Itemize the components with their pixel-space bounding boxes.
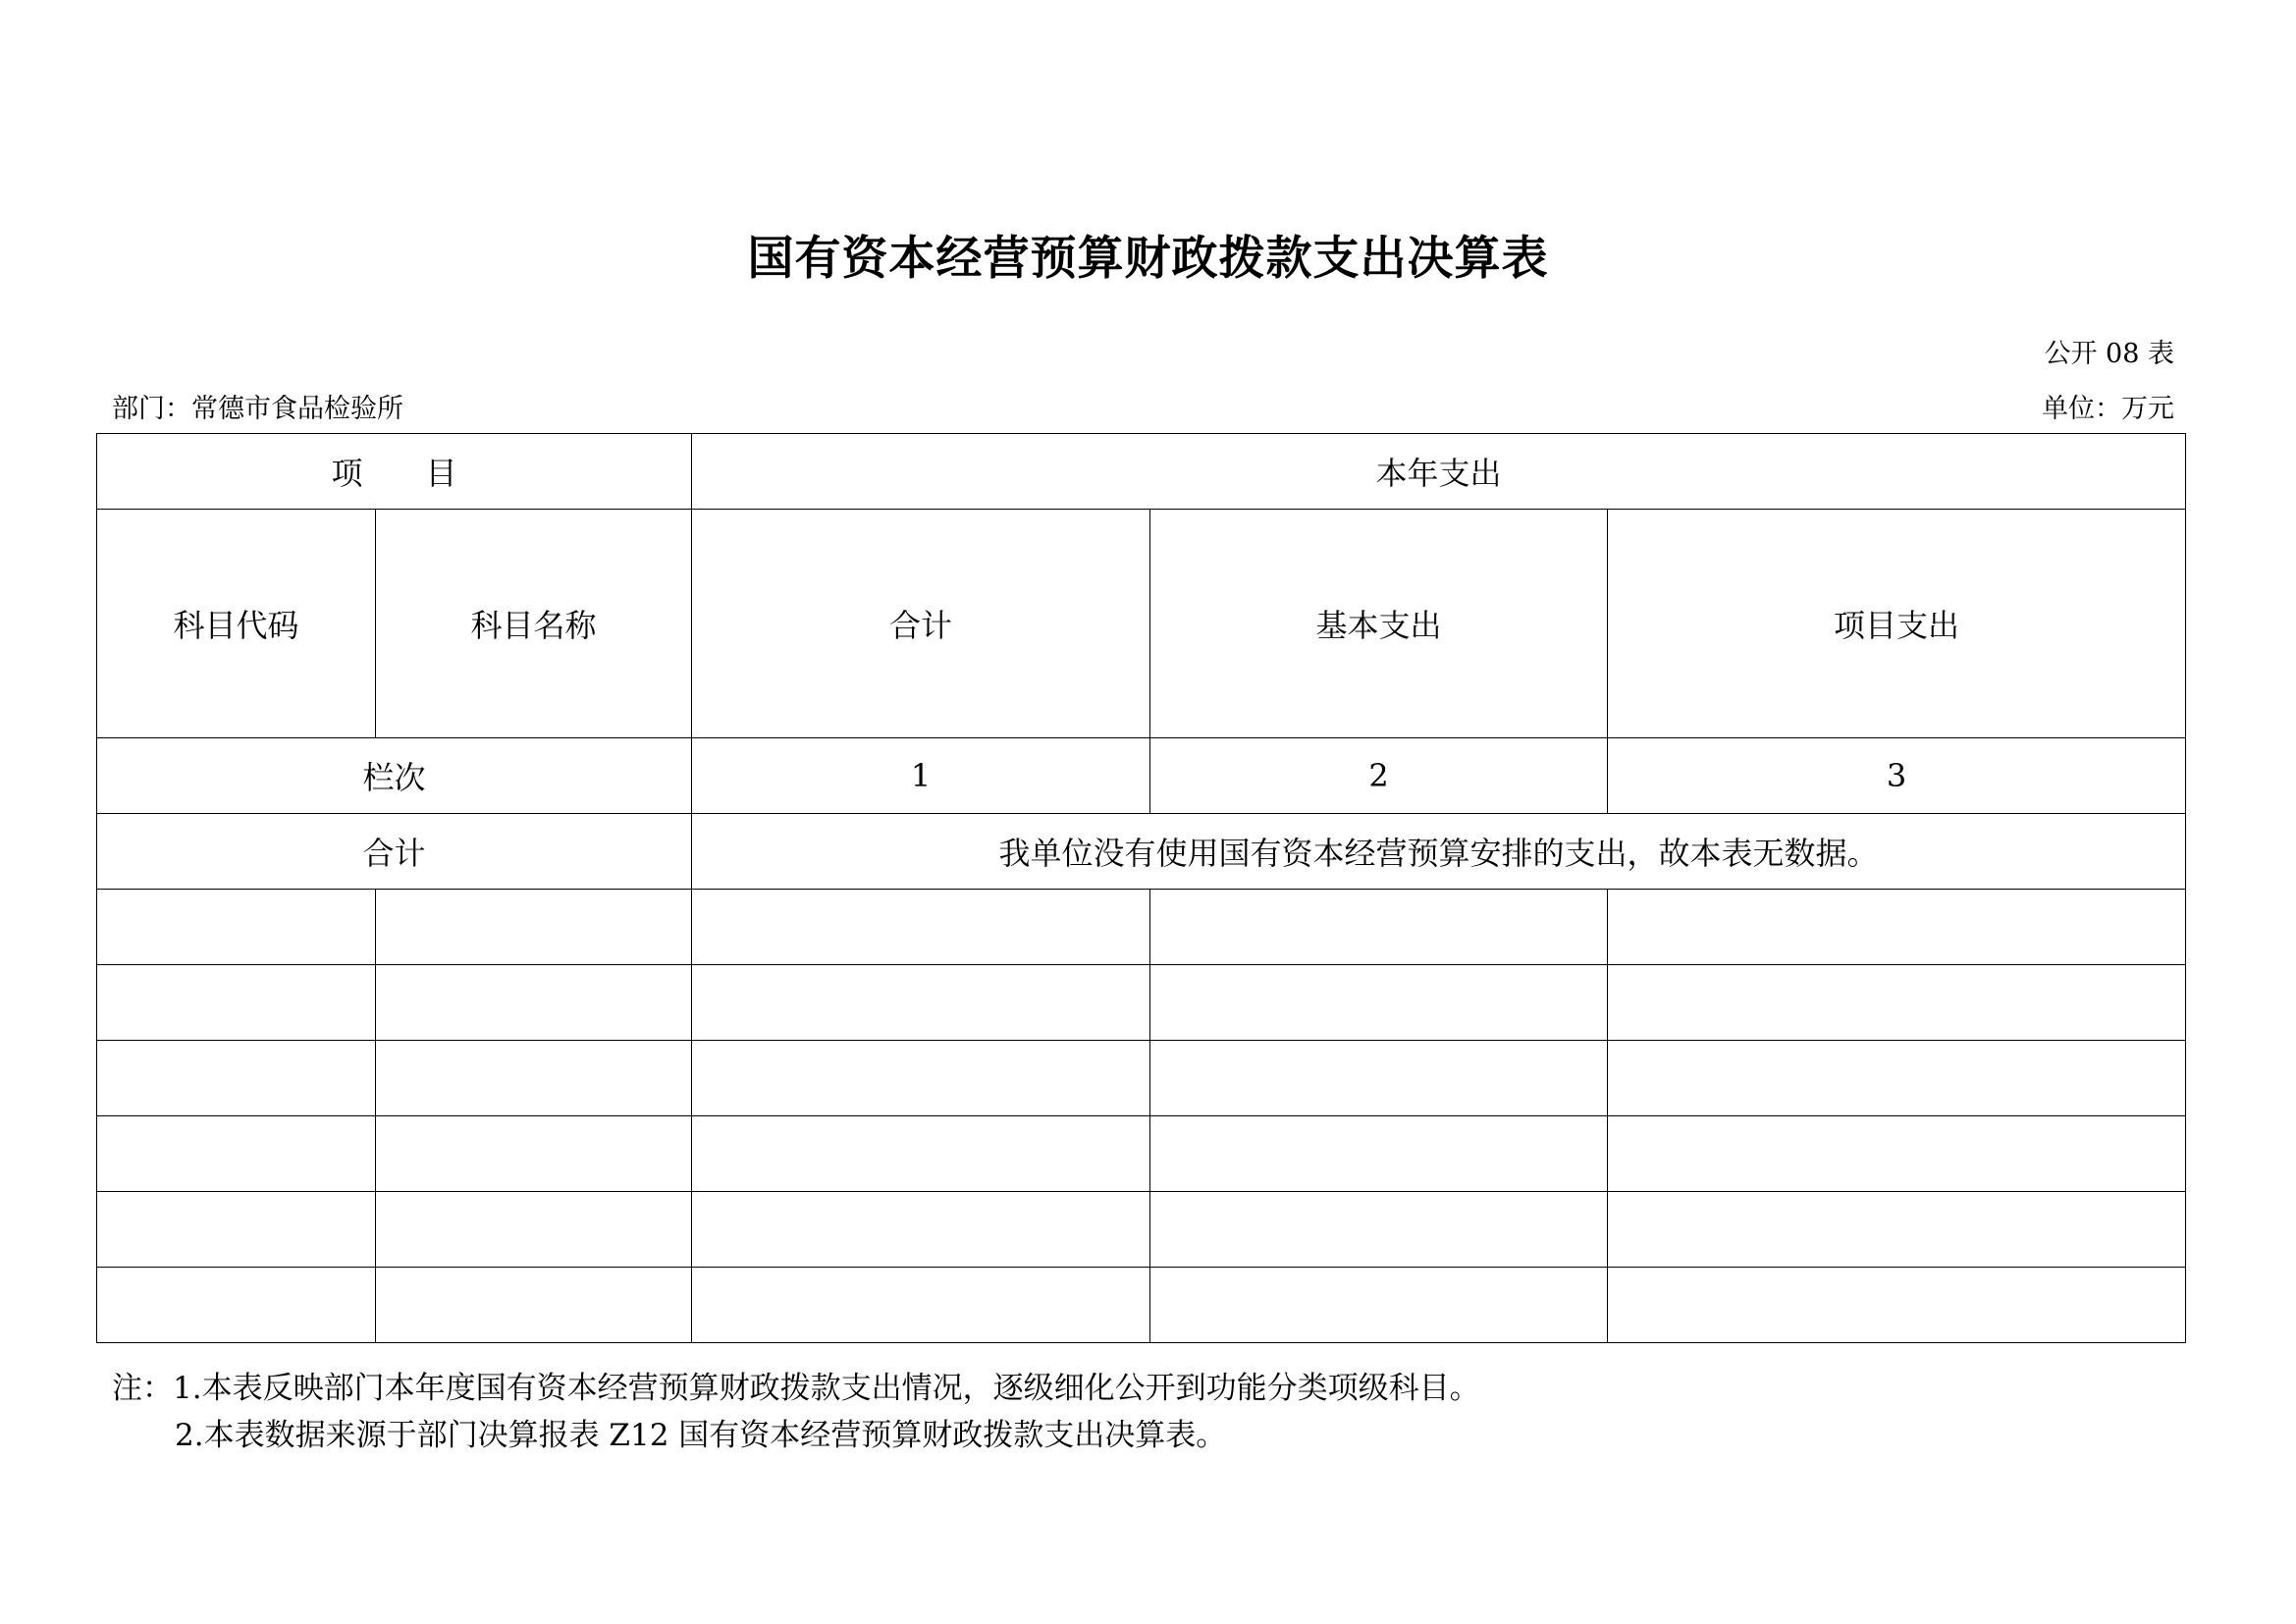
header-project-expense: 项目支出: [1608, 510, 2186, 738]
header-row-2: [97, 510, 2186, 738]
index-row: [97, 738, 2186, 814]
table-cell: [97, 1116, 376, 1192]
header-total: 合计: [692, 510, 1150, 738]
table-cell: [1150, 1041, 1608, 1116]
notes: [112, 1365, 1480, 1459]
header-item: 项 目: [97, 434, 692, 510]
department-label: 部门：常德市食品检验所: [112, 394, 403, 424]
table-row: [97, 1268, 2186, 1343]
table-cell: [1608, 890, 2186, 965]
table-cell: [376, 1041, 692, 1116]
table-cell: [1608, 1192, 2186, 1268]
header-basic-expense: 基本支出: [1150, 510, 1608, 738]
table-cell: [1150, 1192, 1608, 1268]
table-cell: [692, 890, 1150, 965]
header-row-1: [97, 434, 2186, 510]
table-cell: [692, 1041, 1150, 1116]
index-1: 1: [692, 738, 1150, 814]
total-label: 合计: [97, 814, 692, 890]
table-cell: [1150, 890, 1608, 965]
table-cell: [692, 965, 1150, 1041]
table-cell: [376, 1116, 692, 1192]
table-cell: [97, 1192, 376, 1268]
table-cell: [97, 890, 376, 965]
table-cell: [376, 1268, 692, 1343]
page-title: 国有资本经营预算财政拨款支出决算表: [747, 232, 1549, 286]
index-3: 3: [1608, 738, 2186, 814]
table-row: [97, 965, 2186, 1041]
table-cell: [692, 1268, 1150, 1343]
index-2: 2: [1150, 738, 1608, 814]
table-row: [97, 1192, 2186, 1268]
unit-label: 单位：万元: [2042, 394, 2174, 424]
table-row: [97, 1116, 2186, 1192]
form-number: 公开 08 表: [2044, 339, 2174, 369]
header-year-expense: 本年支出: [692, 434, 2186, 510]
index-label: 栏次: [97, 738, 692, 814]
table-cell: [97, 965, 376, 1041]
table-row: [97, 1041, 2186, 1116]
note-line-2: 2.本表数据来源于部门决算报表 Z12 国有资本经营预算财政拨款支出决算表。: [175, 1418, 1227, 1453]
table-cell: [1150, 1268, 1608, 1343]
no-data-message: 我单位没有使用国有资本经营预算安排的支出，故本表无数据。: [692, 814, 2186, 890]
header-subject-code: 科目代码: [97, 510, 376, 738]
table-cell: [1608, 1116, 2186, 1192]
table-cell: [1608, 965, 2186, 1041]
table-cell: [97, 1041, 376, 1116]
table-cell: [376, 965, 692, 1041]
table-cell: [97, 1268, 376, 1343]
expense-table: [96, 433, 2186, 1343]
header-subject-name: 科目名称: [376, 510, 692, 738]
table-cell: [376, 1192, 692, 1268]
table-cell: [692, 1192, 1150, 1268]
table-cell: [1608, 1041, 2186, 1116]
total-row: [97, 814, 2186, 890]
table-cell: [1150, 965, 1608, 1041]
table-row: [97, 890, 2186, 965]
table-cell: [1608, 1268, 2186, 1343]
table-cell: [1150, 1116, 1608, 1192]
note-line-1: 注：1.本表反映部门本年度国有资本经营预算财政拨款支出情况，逐级细化公开到功能分类项级科目。: [112, 1371, 1480, 1406]
table-cell: [692, 1116, 1150, 1192]
table-cell: [376, 890, 692, 965]
